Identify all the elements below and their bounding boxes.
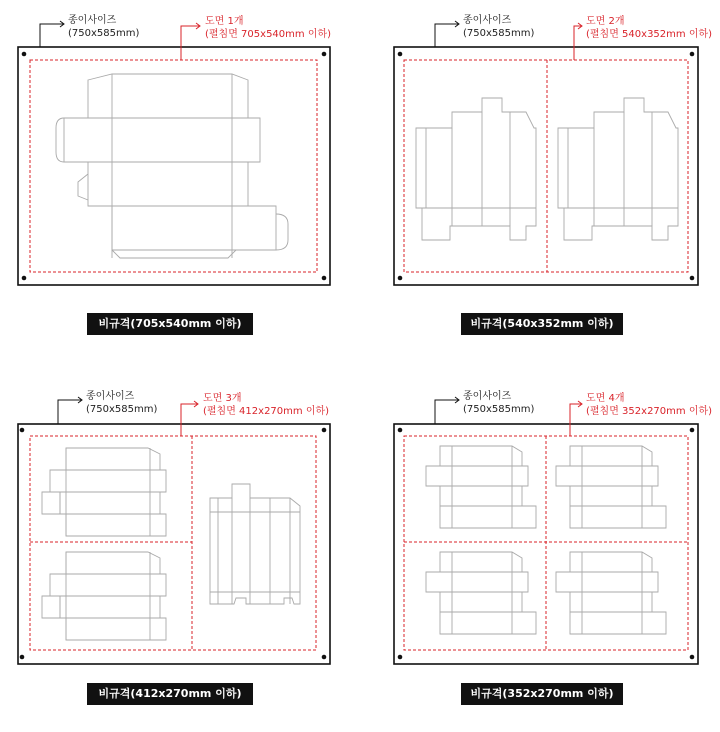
paper-dimensions: (750x585mm): [68, 28, 140, 39]
drawing-label: [205, 15, 331, 41]
paper-size-label: [463, 390, 534, 416]
drawing-spec: (펼침면 352x270mm 이하): [586, 406, 713, 417]
paper-dimensions: (750x585mm): [86, 404, 158, 415]
paper-leader-line: [435, 400, 459, 424]
sheet-diagram-4: [360, 366, 720, 732]
drawing-count: 도면 4개: [586, 393, 625, 404]
drawing-label: [586, 392, 712, 418]
paper-sheet: [18, 424, 330, 664]
paper-leader-line: [58, 400, 82, 424]
drawing-spec: (펼침면 540x352mm 이하): [586, 29, 713, 40]
paper-size-label: [68, 14, 139, 40]
paper-leader-line: [40, 24, 64, 47]
size-caption: 비규격(412x270mm 이하): [87, 683, 253, 705]
drawing-label: [586, 15, 712, 41]
paper-title: 종이사이즈: [86, 391, 135, 402]
paper-title: 종이사이즈: [463, 15, 512, 26]
paper-size-label: [86, 390, 157, 416]
sheet-diagram-3: [0, 366, 360, 732]
paper-sheet: [18, 47, 330, 285]
paper-leader-line: [435, 24, 459, 47]
paper-size-label: [463, 14, 534, 40]
paper-title: 종이사이즈: [68, 15, 117, 26]
drawing-count: 도면 2개: [586, 16, 625, 27]
paper-title: 종이사이즈: [463, 391, 512, 402]
drawing-label: [203, 392, 329, 418]
panel-2-up: [360, 0, 720, 366]
panel-1-up: [0, 0, 360, 366]
drawing-count: 도면 3개: [203, 393, 242, 404]
paper-dimensions: (750x585mm): [463, 404, 535, 415]
size-caption: 비규격(540x352mm 이하): [461, 313, 623, 335]
sheet-diagram-1: [0, 0, 360, 366]
panel-3-up: [0, 366, 360, 732]
drawing-spec: (펼침면 705x540mm 이하): [205, 29, 332, 40]
panel-4-up: [360, 366, 720, 732]
sheet-diagram-2: [360, 0, 720, 366]
size-caption: 비규격(352x270mm 이하): [461, 683, 623, 705]
drawing-spec: (펼침면 412x270mm 이하): [203, 406, 330, 417]
size-caption: 비규격(705x540mm 이하): [87, 313, 253, 335]
drawing-count: 도면 1개: [205, 16, 244, 27]
paper-dimensions: (750x585mm): [463, 28, 535, 39]
